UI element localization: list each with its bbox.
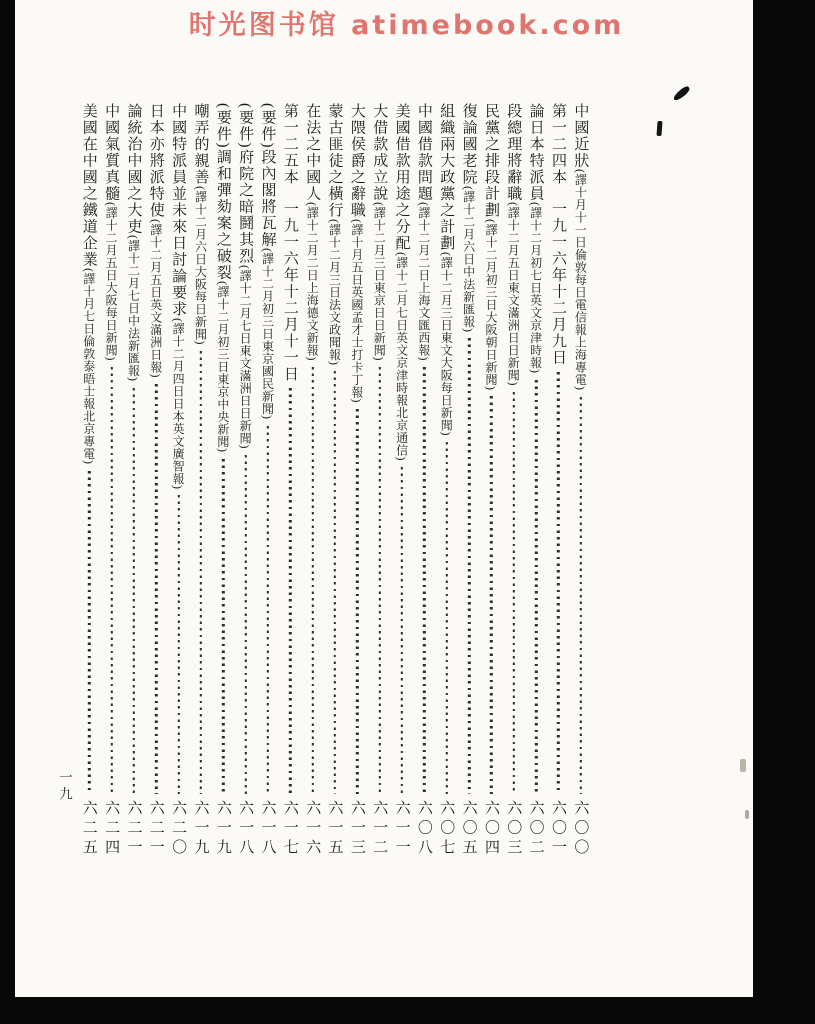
entry-title: 第一二五本 — [281, 103, 298, 186]
toc-entry — [570, 103, 592, 860]
entry-page-number: 六一七 — [281, 799, 298, 858]
entry-page-number: 六〇三 — [505, 799, 522, 858]
entry-title: 大隈侯爵之辭職 — [348, 103, 365, 219]
entry-title: 論統治中國之大吏 — [125, 103, 142, 235]
toc-entry — [190, 103, 212, 860]
entry-page-number: 六一八 — [259, 799, 276, 858]
entry-source-note: (譯十二月初三日東京國民新聞) — [260, 248, 275, 420]
entry-source-note: (譯十二月四日日本英文廣智報) — [171, 317, 186, 489]
toc-entry — [503, 103, 525, 860]
entry-source-note: (譯十二月二日上海文匯西報) — [416, 202, 431, 361]
entry-source-note: (譯十二月三日東文大阪每日新聞) — [439, 251, 454, 436]
entry-page-number: 六一六 — [304, 799, 321, 858]
entry-source-note: (譯十二月初三日東京中央新聞) — [215, 281, 230, 453]
toc-entry — [324, 103, 346, 860]
entry-title: 嘲弄的親善 — [192, 103, 209, 186]
entry-page-number: 六〇〇 — [572, 799, 589, 858]
entry-source-note: (譯十二月二日上海德文新報) — [305, 202, 320, 361]
entry-source-note: (譯十二月六日中法新匯報) — [461, 185, 476, 332]
entry-page-number: 六二〇 — [170, 799, 187, 858]
entry-title: 中國近狀 — [572, 103, 589, 169]
scan-border-left — [0, 0, 15, 1024]
entry-source-note: (譯十二月初七日英文京津時報) — [528, 202, 543, 374]
entry-page-number: 六〇一 — [549, 799, 566, 858]
entry-source-note: (譯十二月三日東京日日新聞) — [372, 202, 387, 361]
entry-source-note: (譯十月七日倫敦泰晤士報北京專電) — [81, 268, 96, 465]
entry-title: 中國氣質真髓 — [103, 103, 120, 202]
toc — [78, 103, 592, 860]
toc-entry — [212, 103, 234, 860]
entry-page-number: 六〇四 — [482, 799, 499, 858]
scan-artifact — [740, 759, 746, 772]
toc-entry — [547, 103, 569, 860]
entry-title: (要件)調和彈劾案之破裂 — [214, 103, 231, 281]
entry-page-number: 六〇八 — [415, 799, 432, 858]
entry-page-number: 六一九 — [192, 799, 209, 858]
entry-title: 在法之中國人 — [304, 103, 321, 202]
entry-source-note: (譯十二月七日中法新匯報) — [126, 235, 141, 382]
entry-page-number: 六二一 — [125, 799, 142, 858]
entry-source-note: (譯十二月七日東文滿洲日日新聞) — [238, 264, 253, 449]
entry-title: 日本亦將派特使 — [147, 103, 164, 219]
scan-border-right — [753, 0, 815, 1024]
entry-title: 民黨之排段計劃 — [482, 103, 499, 219]
toc-entry — [123, 103, 145, 860]
entry-date: 一九一六年十二月十一日 — [281, 200, 298, 382]
folio-page-number: 一九 — [57, 770, 72, 803]
ink-mark — [656, 121, 662, 136]
entry-page-number: 六二四 — [103, 799, 120, 858]
toc-entry — [525, 103, 547, 860]
entry-source-note: (譯十月十一日倫敦每日電信報上海專電) — [573, 169, 588, 391]
entry-page-number: 六一三 — [348, 799, 365, 858]
entry-source-note: (譯十二月七日英文京津時報北京通信) — [394, 251, 409, 461]
entry-title: 中國特派員並未來日討論要求 — [170, 103, 187, 318]
entry-title: 組織兩大政黨之計劃 — [438, 103, 455, 252]
entry-source-note: (譯十二月五日東文滿洲日日新聞) — [506, 202, 521, 386]
entry-page-number: 六〇七 — [438, 799, 455, 858]
entry-title: 大借款成立說 — [371, 103, 388, 202]
scan-artifact — [745, 810, 749, 819]
toc-entry — [257, 103, 279, 860]
toc-entry — [346, 103, 368, 860]
toc-entry — [167, 103, 189, 860]
entry-page-number: 六一八 — [237, 799, 254, 858]
entry-page-number: 六二一 — [147, 799, 164, 858]
entry-source-note: (譯十二月六日大阪每日新聞) — [193, 185, 208, 345]
entry-title: (要件)段內閣將瓦解 — [259, 103, 276, 248]
entry-page-number: 六二五 — [80, 799, 97, 858]
entry-page-number: 六〇五 — [460, 799, 477, 858]
entry-page-number: 六一五 — [326, 799, 343, 858]
entry-title: (要件)府院之暗鬪其烈 — [237, 103, 254, 265]
toc-entry — [279, 103, 301, 860]
toc-entry — [369, 103, 391, 860]
entry-source-note: (譯十二月三日法文政聞報) — [327, 218, 342, 365]
entry-title: 蒙古匪徒之橫行 — [326, 103, 343, 219]
toc-entry — [235, 103, 257, 860]
entry-source-note: (譯十月五日英國孟才士打卡丁報) — [349, 218, 364, 403]
entry-source-note: (譯十二月初三日大阪朝日新聞) — [483, 218, 498, 390]
entry-page-number: 六一二 — [371, 799, 388, 858]
entry-source-note: (譯十二月五日英文滿洲日報) — [148, 218, 163, 378]
entry-title: 段總理將辭職 — [505, 103, 522, 202]
toc-entry — [302, 103, 324, 860]
toc-entry — [436, 103, 458, 860]
entry-date: 一九一六年十二月九日 — [549, 200, 566, 366]
toc-entry — [413, 103, 435, 860]
entry-title: 復論國老院 — [460, 103, 477, 186]
entry-source-note: (譯十二月五日大阪每日新聞) — [104, 202, 119, 361]
scan-border-bottom — [0, 997, 815, 1024]
entry-page-number: 六一九 — [214, 799, 231, 858]
toc-entry — [391, 103, 413, 860]
entry-page-number: 六〇二 — [527, 799, 544, 858]
toc-entry — [145, 103, 167, 860]
entry-title: 中國借款問題 — [415, 103, 432, 202]
toc-entry — [458, 103, 480, 860]
ink-mark — [672, 85, 691, 102]
entry-page-number: 六一一 — [393, 799, 410, 858]
watermark-text: 时光图书馆 atimebook.com — [188, 10, 625, 41]
entry-title: 第一二四本 — [549, 103, 566, 186]
entry-title: 論日本特派員 — [527, 103, 544, 202]
entry-title: 美國借款用途之分配 — [393, 103, 410, 252]
toc-entry — [78, 103, 100, 860]
entry-title: 美國在中國之鐵道企業 — [80, 103, 97, 268]
toc-entry — [480, 103, 502, 860]
toc-entry — [100, 103, 122, 860]
